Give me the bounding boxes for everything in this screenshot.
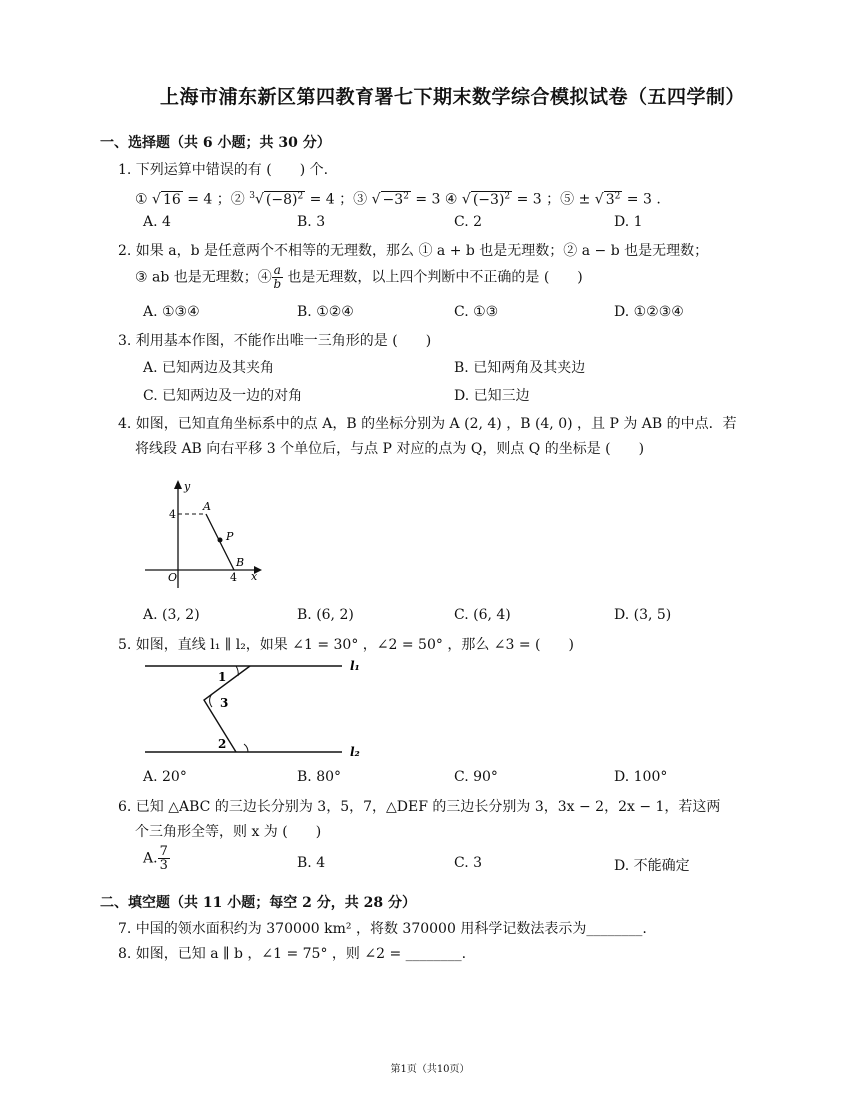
question-8: 8. 如图，已知 a ∥ b ，∠1 = 75° ，则 ∠2 = ________. bbox=[118, 946, 467, 962]
section-heading-fill-in: 二、填空题（共 11 小题；每空 2 分，共 28 分） bbox=[100, 895, 416, 911]
figure-label-y-four: 4 bbox=[169, 508, 176, 521]
figure-label-b: B bbox=[236, 556, 245, 569]
question-6-line2: 个三角形全等，则 x 为 ( ) bbox=[135, 824, 322, 840]
question-4-option-a: A. (3, 2) bbox=[143, 607, 200, 623]
question-1-expressions: ① √ 16 = 4 ；② $^3$√ $(-8)^2 = 4$ ；③ √ $-3^2 = 3$ ④ √ $(-3)^2 = 3$ ；⑤ ± √ $3^2 = 3$ . bbox=[135, 191, 661, 208]
question-1-option-a: A. 4 bbox=[143, 214, 171, 230]
question-4-line1: 4. 如图，已知直角坐标系中的点 A，B 的坐标分别为 A (2, 4) ，B (4, 0) ，且 P 为 AB 的中点．若 bbox=[118, 416, 737, 432]
question-1-option-b: B. 3 bbox=[297, 214, 326, 230]
question-6-line1: 6. 已知 △ABC 的三边长分别为 3，5，7，△DEF 的三边长分别为 3，3x − 2，2x − 1，若这两 bbox=[118, 799, 721, 815]
question-6-option-b: B. 4 bbox=[297, 855, 326, 871]
question-7: 7. 中国的领水面积约为 370000 km² ，将数 370000 用科学记数法表示为________. bbox=[118, 921, 647, 937]
section-heading-choice: 一、选择题（共 6 小题；共 30 分） bbox=[100, 135, 331, 151]
question-2-option-a: A. ①③④ bbox=[143, 304, 200, 320]
question-5-option-b: B. 80° bbox=[297, 769, 342, 785]
question-4-option-d: D. (3, 5) bbox=[614, 607, 672, 623]
question-4-option-c: C. (6, 4) bbox=[454, 607, 511, 623]
question-3-option-d: D. 已知三边 bbox=[454, 388, 530, 404]
question-5-option-a: A. 20° bbox=[143, 769, 187, 785]
page-title: 上海市浦东新区第四教育署七下期末数学综合模拟试卷（五四学制） bbox=[160, 86, 746, 108]
question-3-option-b: B. 已知两角及其夹边 bbox=[454, 360, 586, 376]
figure-label-a: A bbox=[203, 500, 211, 513]
figure-label-l2: l₂ bbox=[350, 745, 360, 759]
question-2-line2: ③ ab 也是无理数；④ $\frac{a}{b}$ 也是无理数，以上四个判断中不正确的是 ( ) bbox=[135, 263, 583, 291]
question-2-line1: 2. 如果 a，b 是任意两个不相等的无理数，那么 ① a + b 也是无理数；② a − b 也是无理数； bbox=[118, 243, 709, 259]
figure-label-x-four: 4 bbox=[230, 571, 237, 584]
figure-label-x: x bbox=[251, 570, 258, 583]
question-3-option-c: C. 已知两边及一边的对角 bbox=[143, 388, 303, 404]
figure-label-y: y bbox=[184, 480, 191, 493]
question-3-stem: 3. 利用基本作图，不能作出唯一三角形的是 ( ) bbox=[118, 333, 432, 349]
figure-label-origin: O bbox=[168, 571, 178, 584]
figure-label-angle-1: 1 bbox=[218, 670, 227, 684]
question-5-option-d: D. 100° bbox=[614, 769, 668, 785]
question-3-option-a: A. 已知两边及其夹角 bbox=[143, 360, 275, 376]
question-2-option-d: D. ①②③④ bbox=[614, 304, 684, 320]
question-6-option-d: D. 不能确定 bbox=[614, 858, 690, 874]
question-4-option-b: B. (6, 2) bbox=[297, 607, 354, 623]
question-4-line2: 将线段 AB 向右平移 3 个单位后，与点 P 对应的点为 Q，则点 Q 的坐标是 ( ) bbox=[135, 441, 645, 457]
figure-label-angle-3: 3 bbox=[220, 696, 229, 710]
question-1-stem: 1. 下列运算中错误的有 ( ) 个. bbox=[118, 162, 329, 178]
page-footer: 第1页（共10页） bbox=[390, 1064, 470, 1075]
question-2-option-c: C. ①③ bbox=[454, 304, 499, 320]
figure-label-angle-2: 2 bbox=[218, 737, 227, 751]
question-4-coordinate-figure bbox=[140, 476, 270, 591]
question-1-option-c: C. 2 bbox=[454, 214, 483, 230]
question-2-option-b: B. ①②④ bbox=[297, 304, 354, 320]
question-1-option-d: D. 1 bbox=[614, 214, 643, 230]
question-6-option-a: A. $\frac{7}{3}$ bbox=[143, 844, 168, 873]
question-5-parallel-lines-figure bbox=[140, 655, 370, 765]
question-5-option-c: C. 90° bbox=[454, 769, 498, 785]
figure-label-l1: l₁ bbox=[350, 659, 360, 673]
figure-label-p: P bbox=[226, 530, 234, 543]
question-6-option-c: C. 3 bbox=[454, 855, 483, 871]
question-5-stem: 5. 如图，直线 l₁ ∥ l₂，如果 ∠1 = 30° ，∠2 = 50° ，那么 ∠3 = ( ) bbox=[118, 637, 574, 653]
